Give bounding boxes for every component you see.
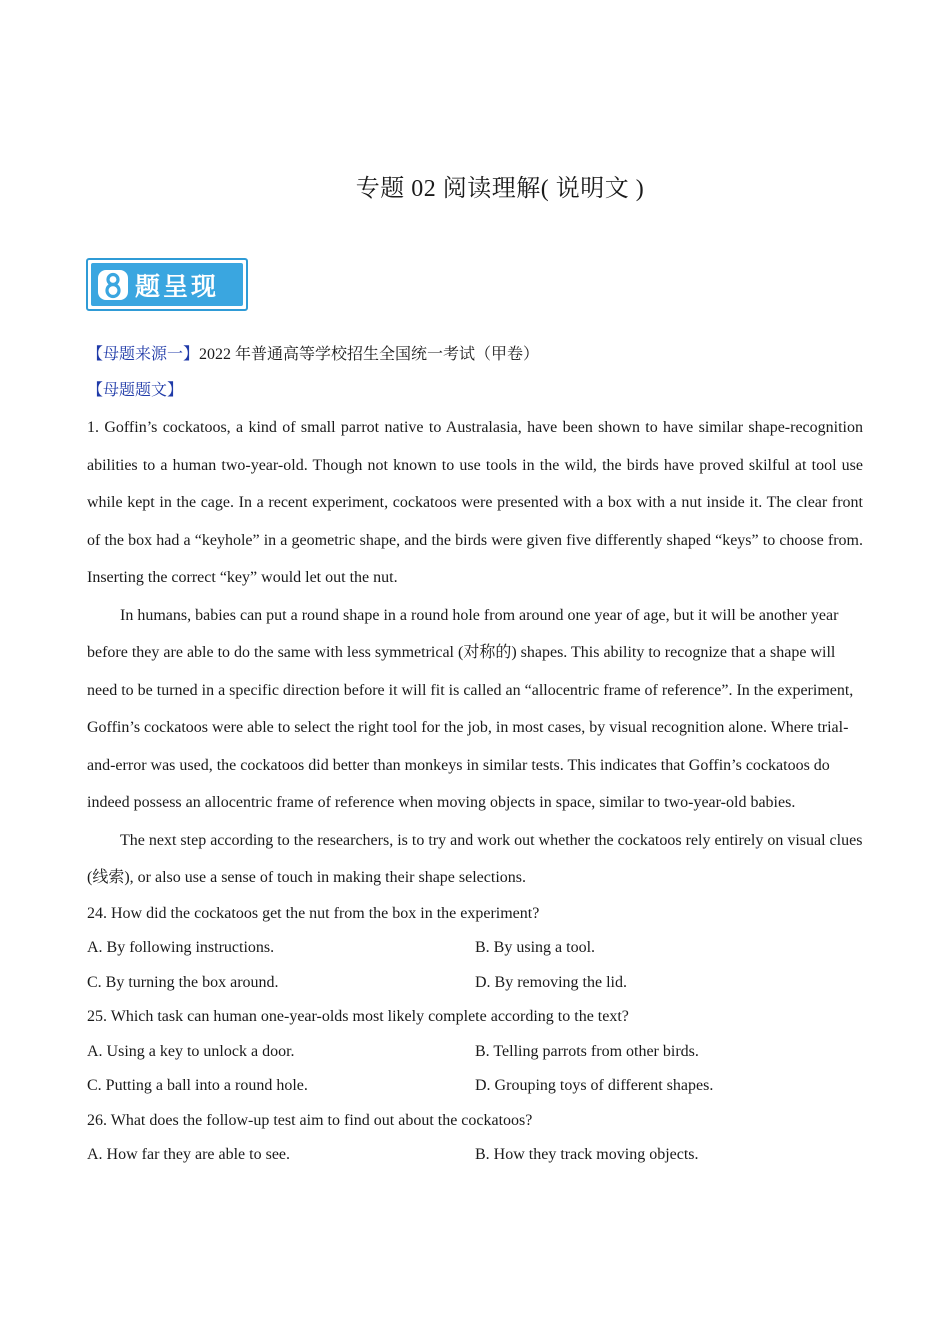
text-label-text: 【母题题文】 <box>87 382 184 399</box>
section-badge-inner <box>91 263 243 306</box>
passage-paragraph-3: The next step according to the researchers, is to try and work out whether the cockatoos rely entirely on visual clues (线索), or also use a sense of touch in making their shape selections. <box>87 831 863 886</box>
question-26-option-b: B. How they track moving objects. <box>475 1146 699 1163</box>
numeral-8-badge-icon <box>97 269 129 301</box>
question-24-option-d: D. By removing the lid. <box>475 973 627 991</box>
section-badge-text: 题呈现 <box>135 271 220 301</box>
question-25-options-row-2 <box>87 1069 863 1104</box>
section-badge <box>86 258 248 311</box>
question-24-options-row-1 <box>87 931 863 966</box>
passage-paragraph-2: In humans, babies can put a round shape in a round hole from around one year of age, but it will be another year before they are able to do the same with less symmetrical (对称的) shapes. This ability to recognize that a shape will need to be turned in a specific direction before it will fit is called an “allocentric frame of reference”. In the experiment, Goffin’s cockatoos were able to select the right tool for the job, in most cases, by visual recognition alone. Where trial-and-error was used, the cockatoos did better than monkeys in similar tests. This indicates that Goffin’s cockatoos do indeed possess an allocentric frame of reference when moving objects in space, similar to two-year-old babies. <box>87 606 854 811</box>
source-line <box>87 337 863 373</box>
source-label: 【母题来源一】 <box>87 346 200 363</box>
page-title: 专题 02 阅读理解( 说明文 ) <box>355 176 645 202</box>
question-25-stem: 25. Which task can human one-year-olds most likely complete according to the text? <box>87 1008 629 1025</box>
document-body <box>87 337 863 1173</box>
question-25-option-c: C. Putting a ball into a round hole. <box>87 1077 308 1094</box>
question-24-stem: 24. How did the cockatoos get the nut from the box in the experiment? <box>87 904 540 922</box>
source-text: 2022 年普通高等学校招生全国统一考试（甲卷） <box>199 346 540 363</box>
question-24-options-row-2 <box>87 966 863 1001</box>
question-24-option-a: A. By following instructions. <box>87 939 275 956</box>
question-26-option-a: A. How far they are able to see. <box>87 1146 291 1163</box>
passage-paragraph-1: 1. Goffin’s cockatoos, a kind of small parrot native to Australasia, have been shown to have similar shape-recognition abilities to a human two-year-old. Though not known to use tools in the wild, the birds have proved skilful at tool use while kept in the cage. In a recent experiment, cockatoos were presented with a box with a nut inside it. The clear front of the box had a “keyhole” in a geometric shape, and the birds were given five differently shaped “keys” to choose from. Inserting the correct “key” would let out the nut. <box>87 419 863 586</box>
question-25-option-d: D. Grouping toys of different shapes. <box>475 1077 714 1094</box>
question-25-option-a: A. Using a key to unlock a door. <box>87 1042 295 1060</box>
question-24-option-c: C. By turning the box around. <box>87 973 279 991</box>
question-26-stem: 26. What does the follow-up test aim to find out about the cockatoos? <box>87 1111 533 1129</box>
text-label <box>87 373 863 409</box>
question-25-options-row-1 <box>87 1035 863 1070</box>
question-25-option-b: B. Telling parrots from other birds. <box>475 1042 699 1060</box>
question-26-options-row-1 <box>87 1138 863 1173</box>
question-24-option-b: B. By using a tool. <box>475 939 596 956</box>
